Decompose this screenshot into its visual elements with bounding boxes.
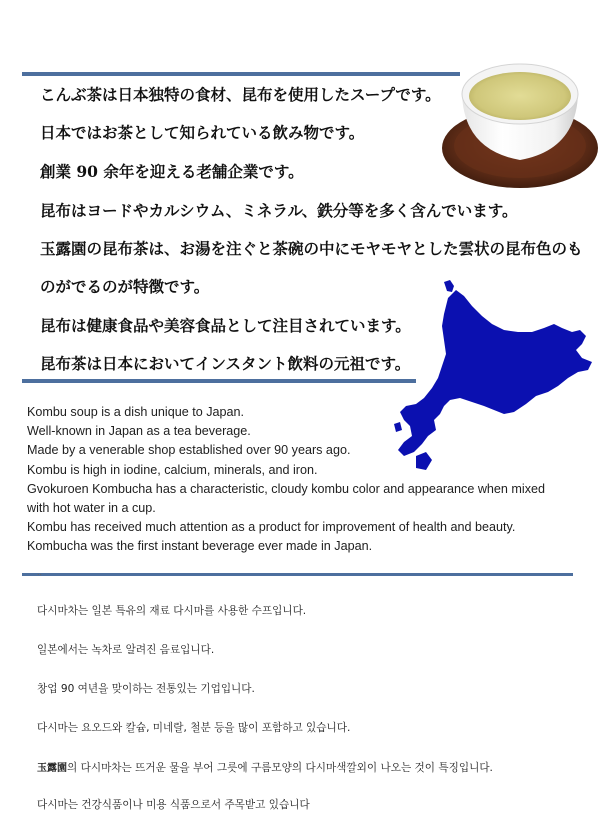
ko-line-5-text: 의 다시마차는 뜨거운 물을 부어 그릇에 구름모양의 다시마색깔외이 나오는 것이 특징입니다. [67,762,493,774]
ko-line-4: 다시마는 요오드와 칼슘, 미네랄, 철분 등을 많이 포함하고 있습니다. [37,722,351,734]
ja-line-3: 創業 90 余年を迎える老舗企業です。 [40,162,304,181]
bottom-divider [22,573,573,576]
ja-line-8: 昆布茶は日本においてインスタント飲料の元祖です。 [40,354,411,373]
ko-line-6: 다시마는 건강식품이나 미용 식품으로서 주목받고 있습니다 [37,799,310,811]
middle-divider [22,379,416,383]
en-line-7: Kombucha was the first instant beverage ever made in Japan. [27,539,373,554]
ko-line-2: 일본에서는 녹차로 알려진 음료입니다. [37,644,215,656]
tea-cup-image [440,50,600,190]
ja-line-6: のがでるのが特徴です。 [40,277,210,296]
en-line-2: Well-known in Japan as a tea beverage. [27,424,251,439]
section-marker: .. [37,567,43,577]
en-line-1: Kombu soup is a dish unique to Japan. [27,405,245,419]
ja-line-5: 玉露園の昆布茶は、お湯を注ぐと茶碗の中にモヤモヤとした雲状の昆布色のも [40,239,583,258]
ja-line-7: 昆布は健康食品や美容食品として注目されています。 [40,316,411,335]
en-line-4: Kombu is high in iodine, calcium, minerals, and iron. [27,462,318,477]
ja-line-2: 日本ではお茶として知られている飲み物です。 [40,123,365,142]
en-line-5: Gvokuroen Kombucha has a characteristic, cloudy kombu color and appearance when mixed with hot water in a cup. [27,481,546,516]
ja-line-1: こんぶ茶は日本独特の食材、昆布を使用したスープです。 [40,85,441,104]
english-section [27,403,567,557]
en-line-3: Made by a venerable shop established over 90 years ago. [27,443,351,458]
top-divider [22,72,460,76]
ja-line-4: 昆布はヨードやカルシウム、ミネラル、鉄分等を多く含んでいます。 [40,201,518,220]
ko-line-1: 다시마차는 일본 특유의 재료 다시마를 사용한 수프입니다. [37,605,307,617]
ko-line-5 [37,759,493,775]
ko-line-3: 창업 90 여년을 맞이하는 전통있는 기업입니다. [37,683,255,695]
ko-line-5-prefix: 玉露園 [37,763,67,774]
en-line-6: Kombu has received much attention as a product for improvement of health and beauty. [27,520,516,535]
